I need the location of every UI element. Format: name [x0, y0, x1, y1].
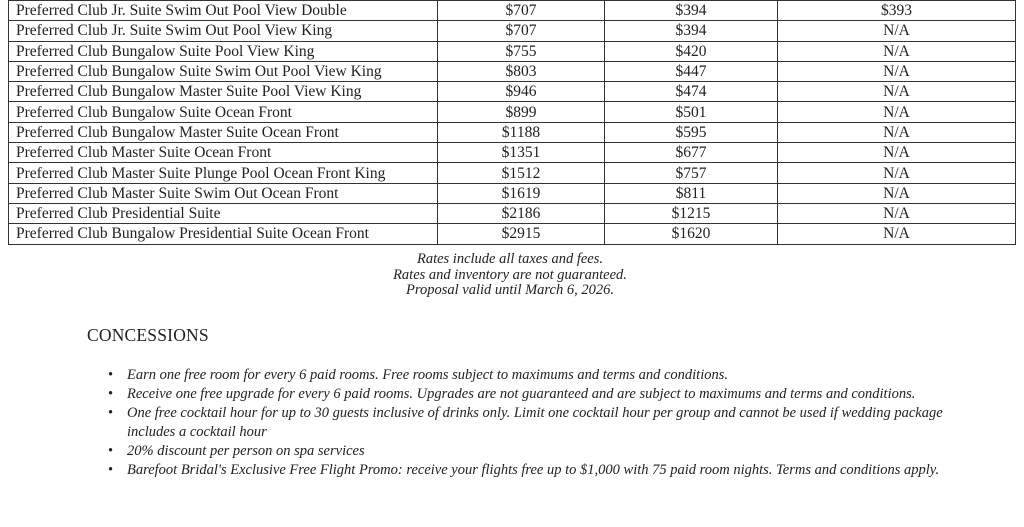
table-row	[9, 21, 1016, 41]
table-row	[9, 102, 1016, 122]
bullet-icon: •	[108, 405, 114, 421]
rate-cell-3: N/A	[778, 61, 1016, 81]
table-row	[9, 183, 1016, 203]
bullet-icon: •	[108, 367, 114, 383]
rate-cell-2: $447	[605, 61, 778, 81]
room-name-cell: Preferred Club Bungalow Master Suite Pool View King	[9, 82, 438, 102]
rate-cell-1: $1619	[438, 183, 605, 203]
bullet-icon: •	[108, 462, 114, 478]
rate-cell-2: $811	[605, 183, 778, 203]
rate-cell-1: $899	[438, 102, 605, 122]
rate-cell-2: $1215	[605, 203, 778, 223]
bullet-icon: •	[108, 443, 114, 459]
concession-text: One free cocktail hour for up to 30 guests inclusive of drinks only. Limit one cocktail hour per group and cannot be used if wedding package includes a cocktail hour	[127, 405, 943, 440]
concessions-heading: CONCESSIONS	[87, 325, 209, 345]
rate-cell-2: $757	[605, 163, 778, 183]
rate-cell-3: N/A	[778, 122, 1016, 142]
rate-cell-1: $2915	[438, 224, 605, 244]
concession-item	[108, 385, 957, 404]
note-taxes: Rates include all taxes and fees.	[416, 251, 604, 267]
room-name-cell: Preferred Club Master Suite Plunge Pool Ocean Front King	[9, 163, 438, 183]
room-name-cell: Preferred Club Master Suite Swim Out Ocean Front	[9, 183, 438, 203]
rate-cell-3: N/A	[778, 41, 1016, 61]
rate-cell-1: $755	[438, 41, 605, 61]
concession-text: Barefoot Bridal's Exclusive Free Flight Promo: receive your flights free up to $1,000 with 75 paid room nights. Terms and conditions apply.	[127, 462, 940, 478]
rates-table	[8, 0, 1016, 245]
concession-item	[108, 442, 957, 461]
table-row	[9, 224, 1016, 244]
table-row	[9, 143, 1016, 163]
room-name-cell: Preferred Club Jr. Suite Swim Out Pool View Double	[9, 1, 438, 21]
room-name-cell: Preferred Club Master Suite Ocean Front	[9, 143, 438, 163]
rate-cell-2: $501	[605, 102, 778, 122]
room-name-cell: Preferred Club Bungalow Suite Swim Out Pool View King	[9, 61, 438, 81]
rate-cell-3: N/A	[778, 143, 1016, 163]
rate-cell-3: N/A	[778, 203, 1016, 223]
room-name-cell: Preferred Club Bungalow Presidential Suite Ocean Front	[9, 224, 438, 244]
rate-cell-1: $707	[438, 1, 605, 21]
rate-cell-3: N/A	[778, 102, 1016, 122]
room-name-cell: Preferred Club Bungalow Suite Ocean Front	[9, 102, 438, 122]
concession-text: 20% discount per person on spa services	[127, 443, 365, 459]
rate-cell-1: $1512	[438, 163, 605, 183]
table-row	[9, 163, 1016, 183]
rate-cell-1: $1351	[438, 143, 605, 163]
rate-cell-2: $394	[605, 21, 778, 41]
table-row	[9, 1, 1016, 21]
concession-item	[108, 366, 957, 385]
room-name-cell: Preferred Club Bungalow Master Suite Ocean Front	[9, 122, 438, 142]
table-row	[9, 82, 1016, 102]
rate-cell-2: $595	[605, 122, 778, 142]
note-not-guaranteed: Rates and inventory are not guaranteed.	[393, 266, 627, 283]
room-name-cell: Preferred Club Jr. Suite Swim Out Pool View King	[9, 21, 438, 41]
rate-cell-1: $946	[438, 82, 605, 102]
table-row	[9, 41, 1016, 61]
bullet-icon: •	[108, 386, 114, 402]
concession-text: Receive one free upgrade for every 6 paid rooms. Upgrades are not guaranteed and are subject to maximums and terms and conditions.	[127, 386, 916, 402]
table-row	[9, 61, 1016, 81]
room-name-cell: Preferred Club Bungalow Suite Pool View King	[9, 41, 438, 61]
note-proposal-valid: Proposal valid until March 6, 2026.	[406, 282, 614, 298]
concession-item	[108, 461, 957, 480]
concession-text: Earn one free room for every 6 paid rooms. Free rooms subject to maximums and terms and conditions.	[127, 367, 729, 383]
rate-cell-1: $2186	[438, 203, 605, 223]
rate-cell-3: N/A	[778, 82, 1016, 102]
rate-cell-2: $420	[605, 41, 778, 61]
rate-cell-2: $394	[605, 1, 778, 21]
room-name-cell: Preferred Club Presidential Suite	[9, 203, 438, 223]
rate-cell-3: N/A	[778, 183, 1016, 203]
rate-cell-2: $1620	[605, 224, 778, 244]
rate-notes	[260, 252, 760, 299]
rates-table-body	[9, 1, 1016, 245]
table-row	[9, 203, 1016, 223]
table-row	[9, 122, 1016, 142]
rate-cell-2: $474	[605, 82, 778, 102]
rate-cell-2: $677	[605, 143, 778, 163]
rate-cell-1: $803	[438, 61, 605, 81]
rate-cell-1: $707	[438, 21, 605, 41]
concession-item	[108, 404, 957, 442]
rate-cell-1: $1188	[438, 122, 605, 142]
rate-cell-3: N/A	[778, 224, 1016, 244]
rate-cell-3: $393	[778, 1, 1016, 21]
rate-cell-3: N/A	[778, 163, 1016, 183]
concessions-list	[108, 366, 957, 480]
rate-cell-3: N/A	[778, 21, 1016, 41]
